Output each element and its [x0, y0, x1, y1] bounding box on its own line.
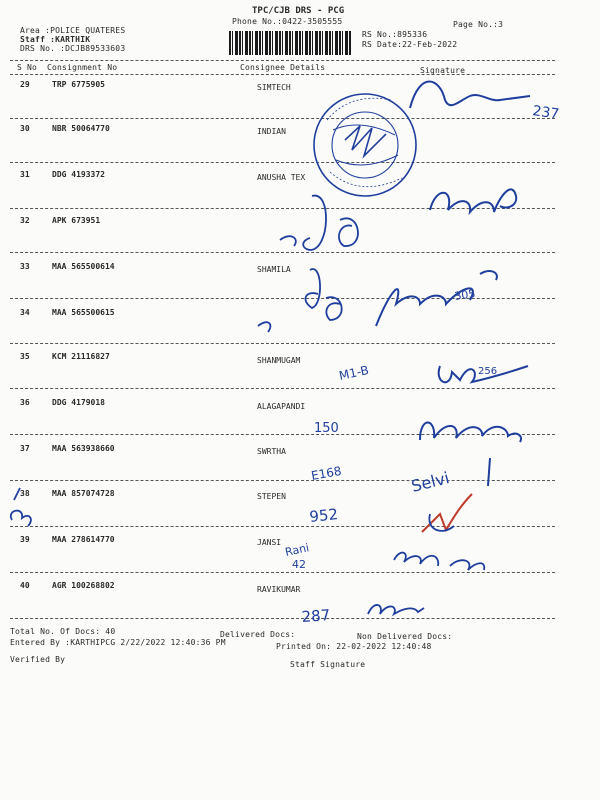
row-divider	[10, 298, 555, 299]
note-rani: Rani	[283, 541, 311, 559]
rs-number: RS No.:895336	[362, 30, 428, 39]
note-150: 150	[314, 421, 339, 436]
area-label: Area :POLICE QUATERES	[20, 26, 126, 35]
row-consignment: APK 673951	[52, 216, 101, 225]
row-divider	[10, 252, 555, 253]
signature-row-29	[410, 82, 530, 109]
row-consignment: MAA 563938660	[52, 444, 115, 453]
note-305: 305	[453, 287, 477, 303]
row-sno: 33	[20, 262, 30, 271]
phone-number: Phone No.:0422-3505555	[232, 17, 343, 26]
row-consignment: DDG 4179018	[52, 398, 105, 407]
header-divider-bottom	[10, 74, 555, 75]
row-sno: 36	[20, 398, 30, 407]
rs-date: RS Date:22-Feb-2022	[362, 40, 458, 49]
drs-number: DRS No. :DCJB89533603	[20, 44, 126, 53]
column-sno: S No	[17, 63, 38, 72]
row-consignee: SIMTECH	[257, 83, 291, 92]
signature-row-35	[439, 366, 528, 382]
company-seal	[314, 94, 416, 196]
row-divider	[10, 480, 555, 481]
row-consignee: SWRTHA	[257, 447, 286, 456]
row-consignee: SHANMUGAM	[257, 356, 301, 365]
delivered-docs: Delivered Docs:	[220, 630, 296, 639]
row-consignee: SHAMILA	[257, 265, 291, 274]
row-divider	[10, 162, 555, 163]
document-title: TPC/CJB DRS - PCG	[252, 6, 345, 16]
row-sno: 40	[20, 581, 30, 590]
row-consignment: MAA 857074728	[52, 489, 115, 498]
note-237: 237	[531, 103, 561, 123]
row-divider	[10, 388, 555, 389]
row-consignment: DDG 4193372	[52, 170, 105, 179]
row-consignment: NBR 50064770	[52, 124, 110, 133]
note-selvi: Selvi	[409, 468, 452, 496]
row-consignment: AGR 100268802	[52, 581, 115, 590]
row-consignee: JANSI	[257, 538, 282, 547]
row-sno: 37	[20, 444, 30, 453]
row-consignee: ANUSHA TEX	[257, 173, 306, 182]
column-consignment: Consignment No	[47, 63, 118, 72]
header-divider-top	[10, 60, 555, 61]
row-divider	[10, 526, 555, 527]
printed-on: Printed On: 22-02-2022 12:40:48	[276, 642, 432, 651]
verified-by: Verified By	[10, 655, 66, 664]
row-divider	[10, 118, 555, 119]
non-delivered-docs: Non Delivered Docs:	[357, 632, 453, 641]
barcode	[229, 31, 351, 55]
note-m1b: M1-B	[337, 362, 371, 383]
row-divider	[10, 434, 555, 435]
row-sno: 29	[20, 80, 30, 89]
row-consignment: MAA 565500614	[52, 262, 115, 271]
row-sno: 34	[20, 308, 30, 317]
signature-row-38-blue	[429, 514, 454, 531]
row-divider	[10, 572, 555, 573]
row-consignee: RAVIKUMAR	[257, 585, 301, 594]
row-divider	[10, 343, 555, 344]
entered-by: Entered By :KARTHIPCG 2/22/2022 12:40:36 PM	[10, 638, 226, 647]
note-e168: E168	[310, 463, 343, 483]
row-sno: 31	[20, 170, 30, 179]
row-sno: 39	[20, 535, 30, 544]
row-consignment: MAA 565500615	[52, 308, 115, 317]
column-signature: Signature	[420, 66, 466, 75]
page-number: Page No.:3	[453, 20, 504, 29]
row-consignment: TRP 6775905	[52, 80, 105, 89]
note-287: 287	[301, 606, 331, 626]
note-256: 256	[478, 366, 498, 377]
row-sno: 30	[20, 124, 30, 133]
signature-row-36	[420, 423, 521, 443]
note-952: 952	[308, 505, 339, 526]
staff-label: Staff :KARTHIK	[20, 35, 91, 44]
row-divider	[10, 208, 555, 209]
row-consignee: ALAGAPANDI	[257, 402, 306, 411]
row-divider	[10, 618, 555, 619]
signature-row-39	[394, 553, 484, 570]
scribble-row-34	[258, 269, 342, 332]
row-sno: 35	[20, 352, 30, 361]
column-consignee: Consignee Details	[240, 63, 326, 72]
row-consignee: STEPEN	[257, 492, 286, 501]
note-42: 42	[292, 558, 306, 571]
row-sno: 38	[20, 489, 30, 498]
signature-row-40	[368, 605, 424, 614]
row-consignment: MAA 278614770	[52, 535, 115, 544]
staff-signature: Staff Signature	[290, 660, 366, 669]
mark-row-37	[488, 458, 490, 486]
row-consignment: KCM 21116827	[52, 352, 110, 361]
row-sno: 32	[20, 216, 30, 225]
total-docs: Total No. Of Docs: 40	[10, 627, 116, 636]
row-consignee: INDIAN	[257, 127, 286, 136]
scribble-row-32	[280, 196, 358, 250]
